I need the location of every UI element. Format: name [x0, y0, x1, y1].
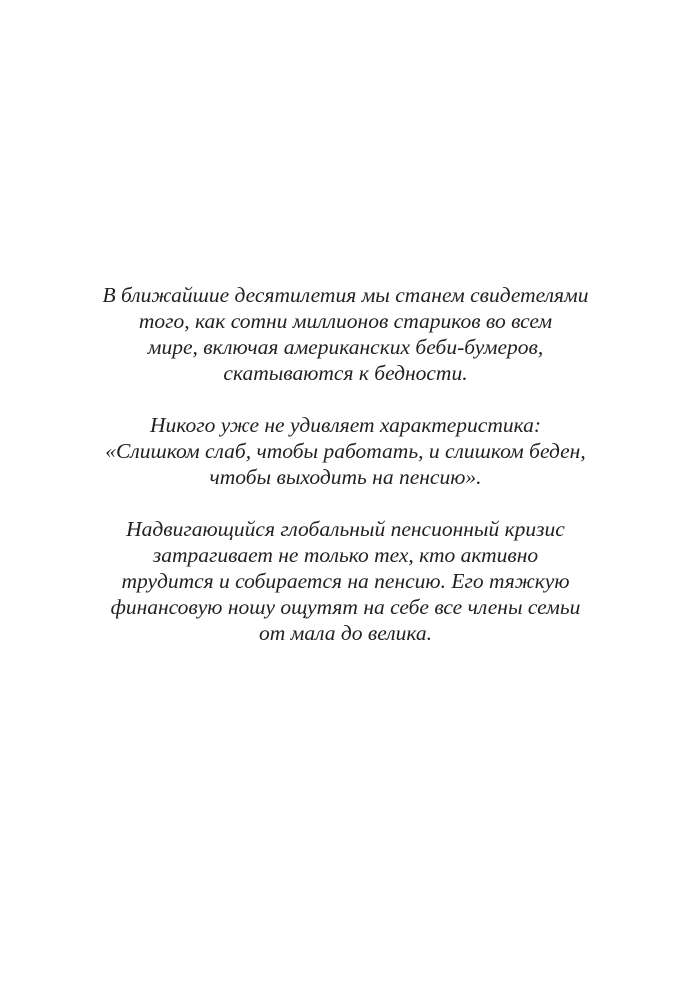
text-line: финансовую ношу ощутят на себе все члены семьи [110, 595, 581, 619]
text-line: того, как сотни миллионов стариков во всем [138, 309, 553, 333]
text-line: скатываются к бедности. [223, 361, 468, 385]
paragraph-1 [60, 282, 631, 386]
paragraph-2 [60, 412, 631, 490]
text-line: Надвигающийся глобальный пенсионный кризис [126, 517, 565, 541]
text-line: от мала до велика. [259, 621, 432, 645]
text-line: В ближайшие десятилетия мы станем свидетелями [102, 283, 589, 307]
text-line: чтобы выходить на пенсию». [209, 465, 482, 489]
epigraph-text [60, 282, 631, 672]
text-line: трудится и собирается на пенсию. Его тяжкую [121, 569, 570, 593]
text-line: затрагивает не только тех, кто активно [152, 543, 539, 567]
text-line: «Слишком слаб, чтобы работать, и слишком беден, [105, 439, 586, 463]
paragraph-3 [60, 516, 631, 646]
text-line: Никого уже не удивляет характеристика: [149, 413, 542, 437]
text-line: мире, включая американских беби-бумеров, [147, 335, 544, 359]
